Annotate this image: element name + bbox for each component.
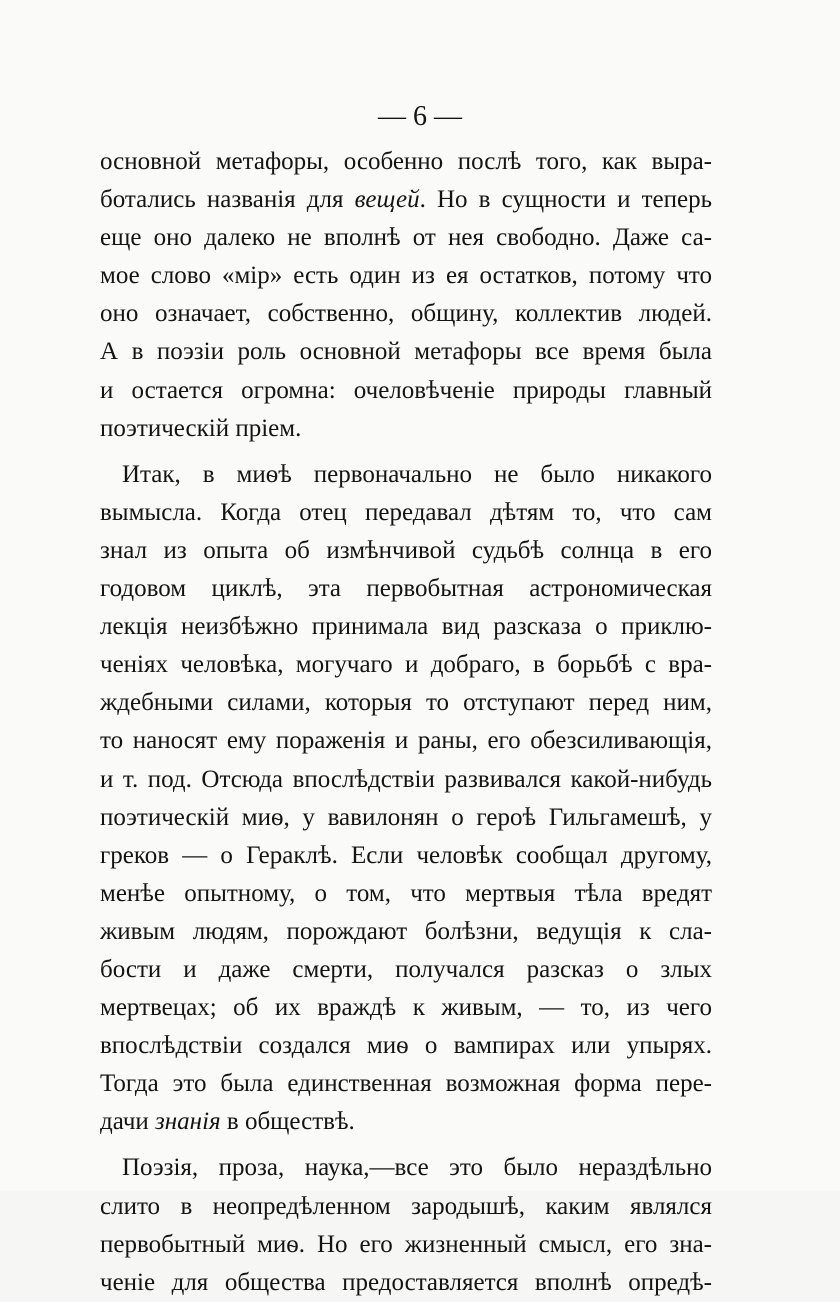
text-line: ченіях человѣка, могучаго и добраго, в борьбѣ с вра- xyxy=(100,651,712,679)
text-line: слито в неопредѣленном зародышѣ, каким являлся xyxy=(100,1192,712,1220)
text-line: лекція неизбѣжно принимала вид разсказа о приклю- xyxy=(100,613,712,641)
text-line: поэтическій миѳ, у вавилонян о героѣ Гильгамешѣ, у xyxy=(100,803,712,831)
text-line: впослѣдствіи создался миѳ о вампирах или упырях. xyxy=(100,1032,712,1060)
text-line: греков — о Гераклѣ. Если человѣк сообщал другому, xyxy=(100,841,712,869)
text-line: ждебными силами, которыя то отступают перед ним, xyxy=(100,689,712,717)
paragraph-1 xyxy=(100,143,712,448)
text-line: поэтическій пріем. xyxy=(100,414,302,442)
italic-word: вещей xyxy=(354,186,420,214)
text-line: Тогда это была единственная возможная форма пере- xyxy=(100,1070,712,1098)
text-line: годовом циклѣ, эта первобытная астрономическая xyxy=(100,575,712,603)
paragraph-3 xyxy=(100,1149,712,1301)
text-line: бости и даже смерти, получался разсказ о злых xyxy=(100,955,712,983)
paragraph-2 xyxy=(100,456,712,1142)
page-number: — 6 — xyxy=(378,101,462,132)
text-line: менѣе опытному, о том, что мертвыя тѣла вредят xyxy=(100,879,712,907)
text-line: и т. под. Отсюда впослѣдствіи развивался какой-нибудь xyxy=(100,765,712,793)
text-line: дачи знанія в обществѣ. xyxy=(100,1108,355,1136)
text-line: Поэзія, проза, наука,—все это было нераздѣльно xyxy=(122,1154,712,1182)
body-text xyxy=(100,143,712,1302)
text-line: ботались названія для вещей. Но в сущности и теперь xyxy=(100,186,712,214)
text-line: ченіе для общества предоставляется вполнѣ опредѣ- xyxy=(100,1268,712,1296)
text-line: знал из опыта об измѣнчивой судьбѣ солнца в его xyxy=(100,536,712,564)
text-line: Итак, в миѳѣ первоначально не было никакого xyxy=(122,460,712,488)
italic-word: знанія xyxy=(155,1108,221,1136)
text-line: и остается огромна: очеловѣченіе природы главный xyxy=(100,376,712,404)
text-line: мертвецах; об их враждѣ к живым, — то, из чего xyxy=(100,994,712,1022)
text-line: первобытный миѳ. Но его жизненный смысл, его зна- xyxy=(100,1230,712,1258)
text-line: основной метафоры, особенно послѣ того, как выра- xyxy=(100,148,712,175)
text-line: вымысла. Когда отец передавал дѣтям то, что сам xyxy=(100,498,712,526)
text-line: оно означает, собственно, общину, коллектив людей. xyxy=(100,300,712,328)
text-line: мое слово «мір» есть один из ея остатков, потому что xyxy=(100,262,712,290)
text-line: еще оно далеко не вполнѣ от нея свободно. Даже са- xyxy=(100,224,712,252)
text-line: А в поэзіи роль основной метафоры все время была xyxy=(100,338,712,366)
text-line: то наносят ему пораженія и раны, его обезсиливающія, xyxy=(100,727,712,755)
text-line: живым людям, порождают болѣзни, ведущія к сла- xyxy=(100,917,712,945)
